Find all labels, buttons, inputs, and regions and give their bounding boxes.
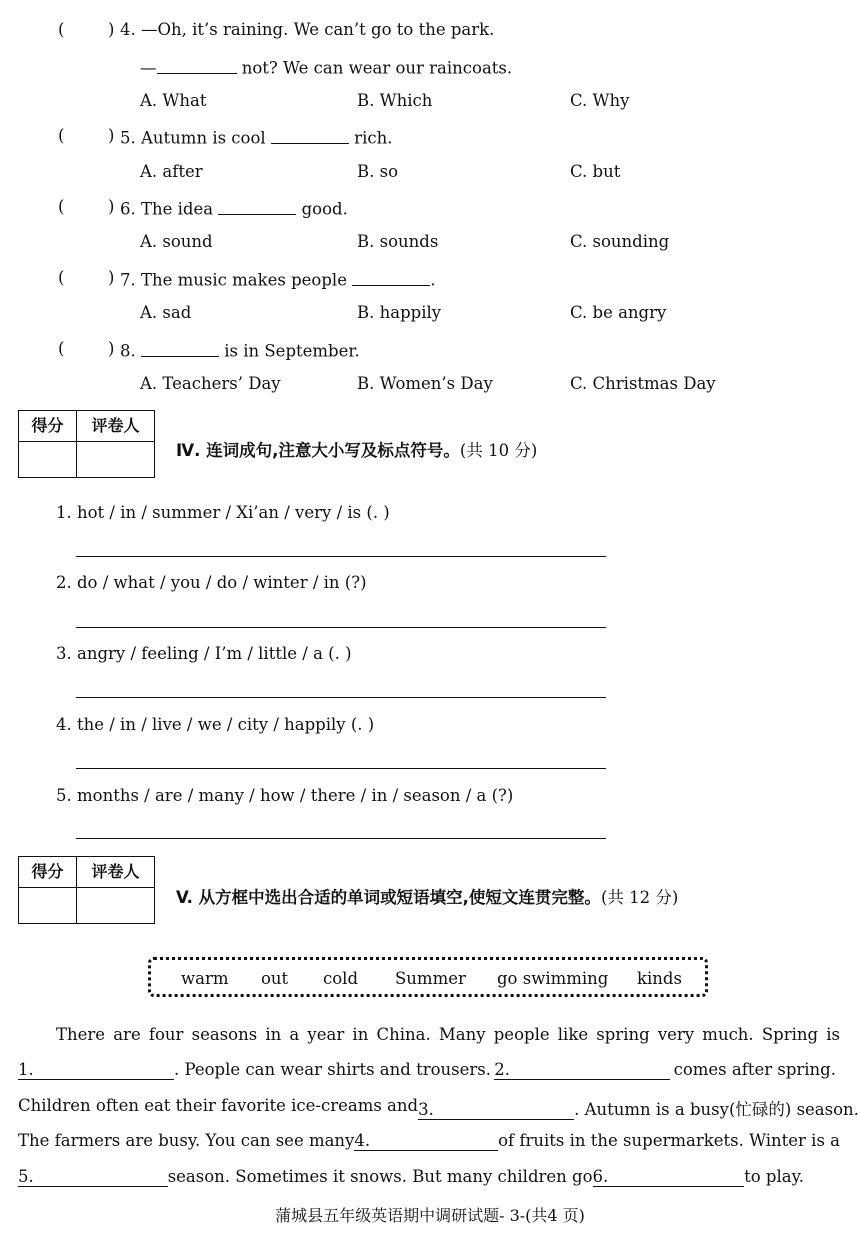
word-bank-item: Summer [395,969,466,988]
passage-line-4: The farmers are busy. You can see many 4. of fruits in the supermarkets. Winter is a [18,1131,840,1150]
answer-blank[interactable] [352,268,430,286]
fill-blank-2[interactable]: 2. [494,1060,670,1080]
word-bank-item: kinds [637,969,682,988]
reorder-item-5: 5. months / are / many / how / there / in / season / a (?) [56,786,514,805]
option-c: C. Christmas Day [570,374,716,393]
question-4-stem-line2: — not? We can wear our raincoats. [140,56,512,78]
passage-line-3: Children often eat their favorite ice-creams and 3. . Autumn is a busy(忙碌的) season. [18,1096,859,1119]
option-b: B. sounds [357,232,439,251]
grader-label: 评卷人 [77,857,154,888]
score-cell [19,888,77,923]
answer-line[interactable] [76,838,606,839]
question-7-stem: 7. The music makes people . [120,268,435,290]
word-bank-item: out [261,969,289,988]
page-footer: 蒲城县五年级英语期中调研试题- 3-(共4 页) [275,1206,585,1225]
reorder-item-3: 3. angry / feeling / I’m / little / a (. ) [56,644,352,663]
option-b: B. so [357,162,399,181]
grader-label: 评卷人 [77,411,154,442]
passage-line-2: 1. . People can wear shirts and trousers. 2. comes after spring. [18,1060,836,1079]
option-a: A. sad [140,303,192,322]
score-label: 得分 [19,857,77,888]
option-a: A. Teachers’ Day [140,374,281,393]
passage-line-1: There are four seasons in a year in China. Many people like spring very much. Spring is [56,1025,840,1044]
word-bank-box [148,957,708,997]
question-5-stem: 5. Autumn is cool rich. [120,126,392,148]
option-c: C. Why [570,91,630,110]
fill-blank-4[interactable]: 4. [354,1131,498,1151]
answer-paren-close: ) [108,339,115,358]
answer-paren-close: ) [108,126,115,145]
section-5-title: V. 从方框中选出合适的单词或短语填空,使短文连贯完整。(共 12 分) [176,888,679,907]
answer-line[interactable] [76,768,606,769]
section-4-title: Ⅳ. 连词成句,注意大小写及标点符号。(共 10 分) [176,441,538,460]
option-c: C. be angry [570,303,667,322]
answer-paren-open: ( [58,268,65,287]
answer-paren-open: ( [58,20,65,39]
score-label: 得分 [19,411,77,442]
reorder-item-1: 1. hot / in / summer / Xi’an / very / is (. ) [56,503,390,522]
option-a: A. after [140,162,203,181]
word-bank-item: warm [181,969,229,988]
score-table [18,856,155,924]
fill-blank-6[interactable]: 6. [593,1167,745,1187]
answer-paren-open: ( [58,339,65,358]
word-bank-item: go swimming [497,969,609,988]
answer-blank[interactable] [157,56,237,74]
option-a: A. What [140,91,207,110]
answer-paren-close: ) [108,20,115,39]
reorder-item-2: 2. do / what / you / do / winter / in (?) [56,573,367,592]
answer-paren-close: ) [108,268,115,287]
score-table [18,410,155,478]
answer-line[interactable] [76,697,606,698]
answer-paren-close: ) [108,197,115,216]
option-b: B. happily [357,303,442,322]
option-a: A. sound [140,232,213,251]
option-b: B. Women’s Day [357,374,493,393]
fill-blank-3[interactable]: 3. [418,1100,574,1120]
option-c: C. sounding [570,232,670,251]
fill-blank-5[interactable]: 5. [18,1167,168,1187]
answer-line[interactable] [76,556,606,557]
question-6-stem: 6. The idea good. [120,197,348,219]
reorder-item-4: 4. the / in / live / we / city / happily (. ) [56,715,375,734]
question-4-stem: 4. —Oh, it’s raining. We can’t go to the park. [120,20,495,39]
option-b: B. Which [357,91,433,110]
fill-blank-1[interactable]: 1. [18,1060,174,1080]
answer-blank[interactable] [271,126,349,144]
question-8-stem: 8. is in September. [120,339,360,361]
option-c: C. but [570,162,621,181]
answer-blank[interactable] [141,339,219,357]
word-bank-item: cold [323,969,359,988]
answer-blank[interactable] [218,197,296,215]
answer-line[interactable] [76,627,606,628]
score-cell [19,442,77,477]
grader-cell [77,442,154,477]
answer-paren-open: ( [58,197,65,216]
passage-line-5: 5. season. Sometimes it snows. But many children go 6. to play. [18,1167,804,1186]
answer-paren-open: ( [58,126,65,145]
grader-cell [77,888,154,923]
